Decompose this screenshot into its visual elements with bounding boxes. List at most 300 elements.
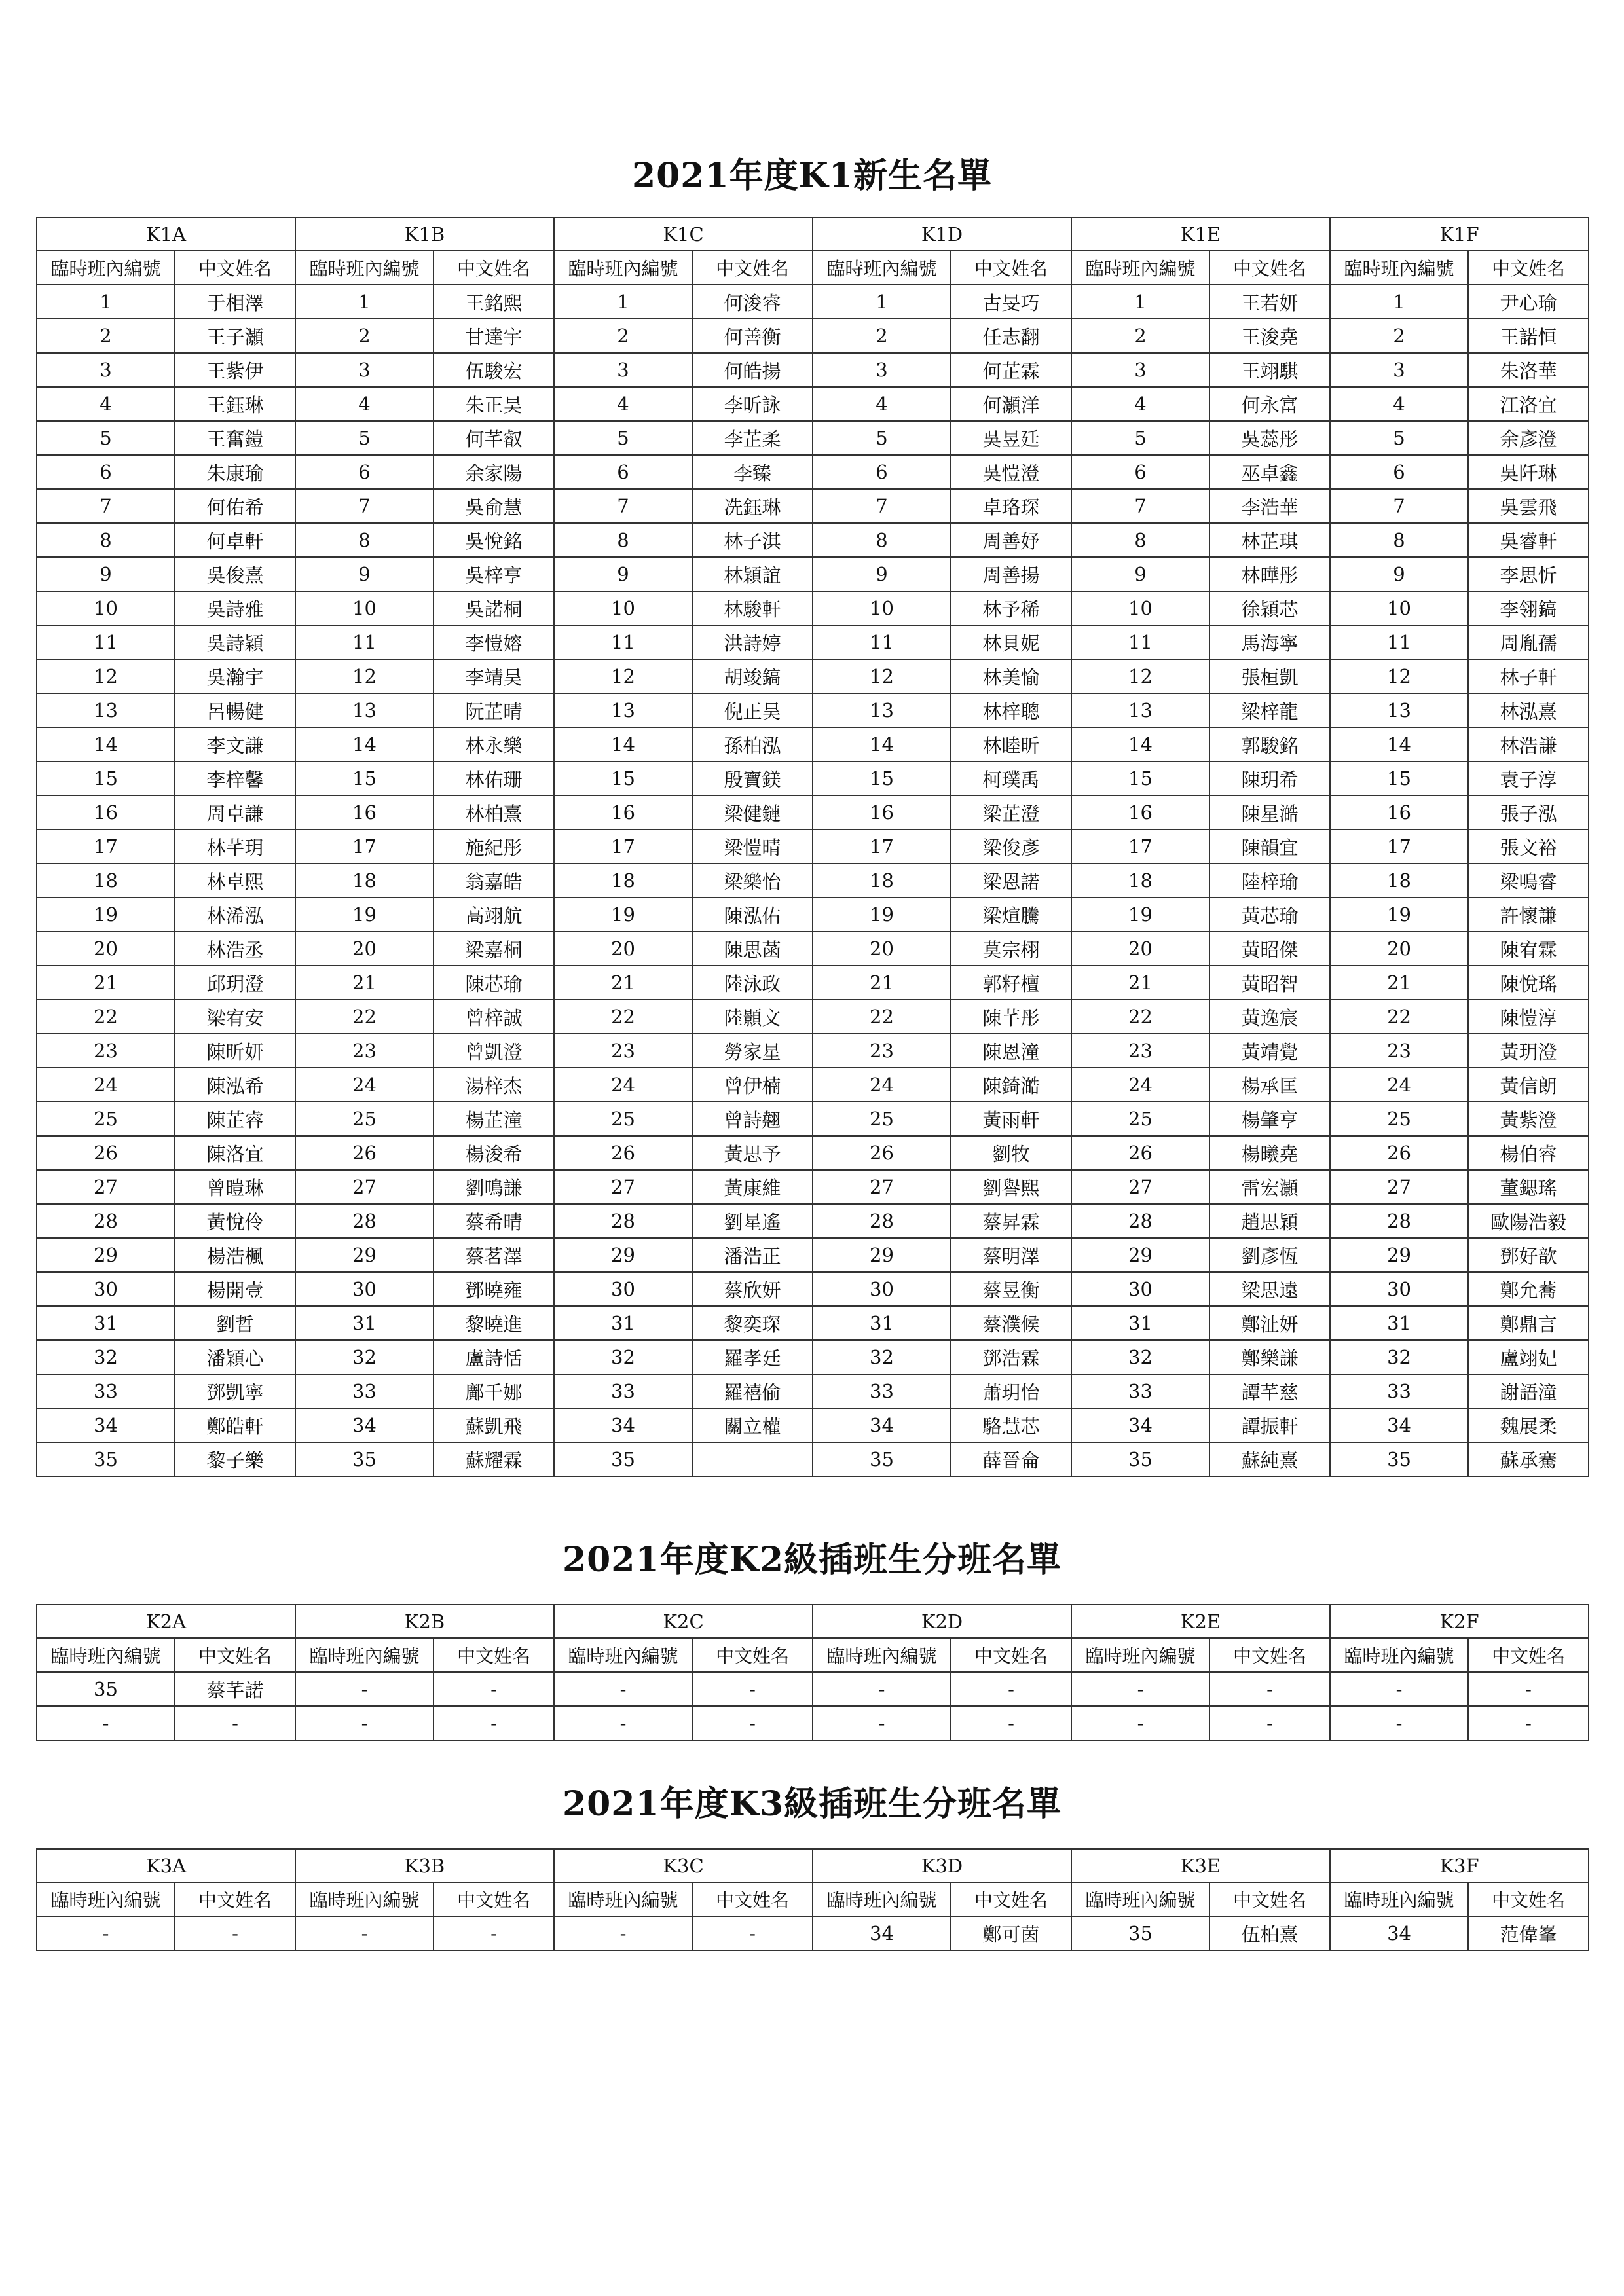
student-name-cell: 李翎鎬 [1468, 591, 1589, 625]
student-number-cell: 30 [1330, 1272, 1468, 1306]
student-name-cell: 黃康維 [692, 1170, 813, 1204]
student-number-cell: 17 [1330, 829, 1468, 864]
student-number-cell: 3 [295, 353, 434, 387]
student-name-cell: 林泓熹 [1468, 693, 1589, 727]
student-name-cell: 孫柏泓 [692, 727, 813, 761]
student-number-cell: 5 [37, 421, 175, 455]
student-number-cell: 10 [813, 591, 951, 625]
student-number-cell: - [1330, 1706, 1468, 1740]
student-number-cell: - [1071, 1706, 1209, 1740]
class-header: K3C [554, 1849, 813, 1882]
number-column-header: 臨時班內編號 [813, 251, 951, 285]
student-name-cell: 林美愉 [951, 659, 1071, 693]
student-number-cell: 35 [813, 1442, 951, 1476]
student-name-cell: 林駿軒 [692, 591, 813, 625]
student-name-cell: 梁梓龍 [1209, 693, 1330, 727]
name-column-header: 中文姓名 [692, 1638, 813, 1672]
student-number-cell: 22 [37, 1000, 175, 1034]
student-name-cell: 吳俞慧 [434, 489, 554, 523]
student-name-cell: 江洛宜 [1468, 387, 1589, 421]
student-number-cell: 10 [1071, 591, 1209, 625]
student-name-cell: 王銘熙 [434, 285, 554, 319]
student-name-cell: 吳愷澄 [951, 455, 1071, 489]
student-name-cell: 曾伊楠 [692, 1068, 813, 1102]
number-column-header: 臨時班內編號 [37, 251, 175, 285]
table-row [37, 864, 1589, 898]
number-column-header: 臨時班內編號 [37, 1638, 175, 1672]
student-number-cell: 17 [554, 829, 692, 864]
class-header-row [37, 217, 1589, 251]
student-name-cell: 王浚堯 [1209, 319, 1330, 353]
student-name-cell: 范偉峯 [1468, 1916, 1589, 1950]
student-name-cell: 林穎誼 [692, 557, 813, 591]
student-number-cell: 20 [554, 932, 692, 966]
student-number-cell: 12 [1330, 659, 1468, 693]
student-number-cell: 4 [295, 387, 434, 421]
student-number-cell: 15 [1071, 761, 1209, 795]
student-number-cell: 33 [554, 1374, 692, 1408]
student-name-cell: 林浠泓 [175, 898, 295, 932]
student-name-cell: 吳瀚宇 [175, 659, 295, 693]
student-name-cell: 張文裕 [1468, 829, 1589, 864]
student-number-cell: 19 [813, 898, 951, 932]
student-name-cell: 甘達宇 [434, 319, 554, 353]
student-number-cell: 9 [295, 557, 434, 591]
table-row [37, 1068, 1589, 1102]
student-name-cell: 潘浩正 [692, 1238, 813, 1272]
student-name-cell: 黃逸宸 [1209, 1000, 1330, 1034]
student-name-cell: 陸顥文 [692, 1000, 813, 1034]
student-name-cell: 朱正昊 [434, 387, 554, 421]
student-number-cell: 17 [1071, 829, 1209, 864]
name-column-header: 中文姓名 [951, 1638, 1071, 1672]
student-name-cell: 劉星遙 [692, 1204, 813, 1238]
student-name-cell: 吳昱廷 [951, 421, 1071, 455]
student-name-cell: 黃雨軒 [951, 1102, 1071, 1136]
student-name-cell: - [951, 1706, 1071, 1740]
student-name-cell: 何皓揚 [692, 353, 813, 387]
student-name-cell: 冼鈺琳 [692, 489, 813, 523]
student-name-cell: 陳玥希 [1209, 761, 1330, 795]
student-name-cell: 伍駿宏 [434, 353, 554, 387]
student-name-cell: 許懷謙 [1468, 898, 1589, 932]
student-number-cell: 11 [295, 625, 434, 659]
student-name-cell: 朱康瑜 [175, 455, 295, 489]
student-number-cell: 34 [37, 1408, 175, 1442]
class-header: K2A [37, 1605, 295, 1638]
student-name-cell: 何卓軒 [175, 523, 295, 557]
student-number-cell: 30 [295, 1272, 434, 1306]
student-name-cell: 梁健鏈 [692, 795, 813, 829]
class-header: K1B [295, 217, 554, 251]
student-number-cell: 31 [1071, 1306, 1209, 1340]
student-number-cell: 16 [295, 795, 434, 829]
student-name-cell: - [434, 1672, 554, 1706]
student-number-cell: 4 [1071, 387, 1209, 421]
class-header: K1F [1330, 217, 1589, 251]
student-number-cell: 35 [1071, 1442, 1209, 1476]
student-number-cell: - [813, 1672, 951, 1706]
student-name-cell: 譚振軒 [1209, 1408, 1330, 1442]
student-number-cell: 14 [554, 727, 692, 761]
class-header-row [37, 1605, 1589, 1638]
student-name-cell: 梁愷晴 [692, 829, 813, 864]
student-number-cell: 19 [295, 898, 434, 932]
student-number-cell: 28 [813, 1204, 951, 1238]
student-number-cell: 2 [295, 319, 434, 353]
student-number-cell: 20 [295, 932, 434, 966]
student-number-cell: 15 [554, 761, 692, 795]
student-number-cell: 1 [37, 285, 175, 319]
student-name-cell: 殷寶鎂 [692, 761, 813, 795]
student-name-cell: 余彥澄 [1468, 421, 1589, 455]
student-number-cell: 8 [1071, 523, 1209, 557]
student-number-cell: 28 [554, 1204, 692, 1238]
name-column-header: 中文姓名 [692, 1882, 813, 1916]
student-name-cell: 古旻巧 [951, 285, 1071, 319]
student-number-cell: 30 [813, 1272, 951, 1306]
name-column-header: 中文姓名 [175, 1882, 295, 1916]
student-number-cell: 15 [295, 761, 434, 795]
k3-roster-table [36, 1848, 1589, 1951]
student-number-cell: 4 [1330, 387, 1468, 421]
table-row [37, 319, 1589, 353]
student-name-cell: 袁子淳 [1468, 761, 1589, 795]
student-number-cell: 34 [1330, 1916, 1468, 1950]
student-name-cell: 蔡昱衡 [951, 1272, 1071, 1306]
student-name-cell: 趙思穎 [1209, 1204, 1330, 1238]
student-number-cell: - [1071, 1672, 1209, 1706]
student-number-cell: 24 [295, 1068, 434, 1102]
student-number-cell: 14 [1071, 727, 1209, 761]
student-name-cell: - [175, 1706, 295, 1740]
student-name-cell: 鄧浩霖 [951, 1340, 1071, 1374]
student-number-cell: 26 [295, 1136, 434, 1170]
student-name-cell: 鄭可茵 [951, 1916, 1071, 1950]
student-name-cell: 馬海寧 [1209, 625, 1330, 659]
student-number-cell: 26 [1330, 1136, 1468, 1170]
student-name-cell: 胡竣鎬 [692, 659, 813, 693]
table-row [37, 591, 1589, 625]
class-header: K2F [1330, 1605, 1589, 1638]
student-name-cell: 陸泳政 [692, 966, 813, 1000]
student-number-cell: 3 [37, 353, 175, 387]
class-header: K3E [1071, 1849, 1330, 1882]
student-name-cell: 楊承匡 [1209, 1068, 1330, 1102]
student-name-cell: 任志翻 [951, 319, 1071, 353]
student-name-cell: 吳詩穎 [175, 625, 295, 659]
student-name-cell: 黃芯瑜 [1209, 898, 1330, 932]
student-number-cell: 29 [1330, 1238, 1468, 1272]
student-number-cell: 18 [813, 864, 951, 898]
student-number-cell: - [295, 1706, 434, 1740]
student-number-cell: 30 [1071, 1272, 1209, 1306]
student-number-cell: 13 [554, 693, 692, 727]
student-name-cell: 湯梓杰 [434, 1068, 554, 1102]
student-number-cell: 1 [295, 285, 434, 319]
student-name-cell: 鄭皓軒 [175, 1408, 295, 1442]
student-number-cell: 8 [295, 523, 434, 557]
student-name-cell: 陳恩潼 [951, 1034, 1071, 1068]
student-name-cell: 曾凱澄 [434, 1034, 554, 1068]
number-column-header: 臨時班內編號 [813, 1638, 951, 1672]
student-name-cell: 王奮鎧 [175, 421, 295, 455]
student-name-cell: 盧詩恬 [434, 1340, 554, 1374]
student-number-cell: 12 [37, 659, 175, 693]
student-name-cell: 何浚睿 [692, 285, 813, 319]
student-name-cell: 楊肇亨 [1209, 1102, 1330, 1136]
student-number-cell: 1 [813, 285, 951, 319]
student-name-cell: 吳睿軒 [1468, 523, 1589, 557]
student-number-cell: 1 [1330, 285, 1468, 319]
student-number-cell: 14 [37, 727, 175, 761]
student-number-cell: 4 [813, 387, 951, 421]
student-name-cell: 周善妤 [951, 523, 1071, 557]
student-number-cell: 35 [1330, 1442, 1468, 1476]
student-number-cell: 3 [1330, 353, 1468, 387]
student-name-cell: - [434, 1916, 554, 1950]
student-name-cell: 黃思予 [692, 1136, 813, 1170]
student-number-cell: 33 [37, 1374, 175, 1408]
student-name-cell: 阮芷晴 [434, 693, 554, 727]
student-number-cell: 27 [1330, 1170, 1468, 1204]
student-number-cell: 25 [295, 1102, 434, 1136]
student-number-cell: 6 [37, 455, 175, 489]
student-number-cell: 21 [1071, 966, 1209, 1000]
student-name-cell: 倪正昊 [692, 693, 813, 727]
student-number-cell: 31 [813, 1306, 951, 1340]
student-name-cell: 吳俊熹 [175, 557, 295, 591]
student-name-cell: 尹心瑜 [1468, 285, 1589, 319]
student-number-cell: 31 [295, 1306, 434, 1340]
student-name-cell: 柯璞禹 [951, 761, 1071, 795]
student-name-cell: 林子軒 [1468, 659, 1589, 693]
student-number-cell: 21 [37, 966, 175, 1000]
table-row [37, 693, 1589, 727]
class-header-row [37, 1849, 1589, 1882]
student-name-cell: 林貝妮 [951, 625, 1071, 659]
student-number-cell: 19 [554, 898, 692, 932]
student-name-cell: 鄭沚妍 [1209, 1306, 1330, 1340]
student-number-cell: 34 [295, 1408, 434, 1442]
student-number-cell: 27 [554, 1170, 692, 1204]
number-column-header: 臨時班內編號 [1330, 1638, 1468, 1672]
student-number-cell: 20 [813, 932, 951, 966]
student-number-cell: 20 [1071, 932, 1209, 966]
student-number-cell: 23 [295, 1034, 434, 1068]
student-name-cell: 梁恩諾 [951, 864, 1071, 898]
student-name-cell: 何灝洋 [951, 387, 1071, 421]
class-header: K1A [37, 217, 295, 251]
student-name-cell: 蘇耀霖 [434, 1442, 554, 1476]
student-number-cell: 22 [1330, 1000, 1468, 1034]
student-name-cell: 林佑珊 [434, 761, 554, 795]
student-number-cell: - [37, 1706, 175, 1740]
student-number-cell: 15 [1330, 761, 1468, 795]
student-number-cell: 19 [37, 898, 175, 932]
student-number-cell: 5 [813, 421, 951, 455]
student-name-cell: 王諾恒 [1468, 319, 1589, 353]
student-name-cell: 楊浩楓 [175, 1238, 295, 1272]
student-name-cell: - [951, 1672, 1071, 1706]
student-name-cell: 王紫伊 [175, 353, 295, 387]
table-row [37, 898, 1589, 932]
student-name-cell: 蘇凱飛 [434, 1408, 554, 1442]
student-number-cell: 2 [1071, 319, 1209, 353]
table-row [37, 285, 1589, 319]
student-number-cell: 25 [813, 1102, 951, 1136]
student-number-cell: 29 [37, 1238, 175, 1272]
number-column-header: 臨時班內編號 [554, 1638, 692, 1672]
student-number-cell: 13 [813, 693, 951, 727]
student-name-cell: 林曄彤 [1209, 557, 1330, 591]
student-name-cell: 梁煊騰 [951, 898, 1071, 932]
student-number-cell: 10 [295, 591, 434, 625]
student-number-cell: 3 [554, 353, 692, 387]
student-name-cell: 譚芊慈 [1209, 1374, 1330, 1408]
student-number-cell: 22 [554, 1000, 692, 1034]
student-number-cell: 8 [813, 523, 951, 557]
student-name-cell: 鄧曉雍 [434, 1272, 554, 1306]
student-number-cell: 29 [1071, 1238, 1209, 1272]
student-name-cell: 陳愷淳 [1468, 1000, 1589, 1034]
table-row [37, 1706, 1589, 1740]
student-name-cell: 郭駿銘 [1209, 727, 1330, 761]
class-header: K3F [1330, 1849, 1589, 1882]
table-row [37, 1374, 1589, 1408]
student-number-cell: 13 [1071, 693, 1209, 727]
student-name-cell: 駱慧芯 [951, 1408, 1071, 1442]
student-name-cell: 林浩謙 [1468, 727, 1589, 761]
table-row [37, 1000, 1589, 1034]
student-name-cell: 李梓馨 [175, 761, 295, 795]
name-column-header: 中文姓名 [1468, 1638, 1589, 1672]
student-name-cell: - [692, 1672, 813, 1706]
student-number-cell: 12 [554, 659, 692, 693]
student-name-cell: 梁嘉桐 [434, 932, 554, 966]
student-name-cell: 曾梓誠 [434, 1000, 554, 1034]
name-column-header: 中文姓名 [951, 1882, 1071, 1916]
student-number-cell: 23 [1071, 1034, 1209, 1068]
student-name-cell: 吳雲飛 [1468, 489, 1589, 523]
student-name-cell: 吳悅銘 [434, 523, 554, 557]
student-number-cell: 35 [554, 1442, 692, 1476]
student-number-cell: 5 [1330, 421, 1468, 455]
number-column-header: 臨時班內編號 [554, 1882, 692, 1916]
student-name-cell: 莫宗栩 [951, 932, 1071, 966]
student-number-cell: 26 [1071, 1136, 1209, 1170]
student-name-cell: 林子淇 [692, 523, 813, 557]
student-number-cell: 28 [1071, 1204, 1209, 1238]
student-name-cell: 朱洛華 [1468, 353, 1589, 387]
student-number-cell: - [554, 1672, 692, 1706]
student-name-cell: 楊曦堯 [1209, 1136, 1330, 1170]
student-number-cell: 22 [813, 1000, 951, 1034]
student-number-cell: - [37, 1916, 175, 1950]
student-name-cell: - [1209, 1672, 1330, 1706]
student-name-cell: 黃昭智 [1209, 966, 1330, 1000]
student-number-cell: 4 [554, 387, 692, 421]
student-number-cell: 20 [37, 932, 175, 966]
table-row [37, 387, 1589, 421]
student-name-cell: 林柏熹 [434, 795, 554, 829]
student-name-cell: 呂暢健 [175, 693, 295, 727]
student-name-cell: 周善揚 [951, 557, 1071, 591]
student-name-cell: 何永富 [1209, 387, 1330, 421]
student-number-cell: 3 [1071, 353, 1209, 387]
student-number-cell: 31 [37, 1306, 175, 1340]
number-column-header: 臨時班內編號 [295, 251, 434, 285]
student-number-cell: 32 [813, 1340, 951, 1374]
student-name-cell: 李思忻 [1468, 557, 1589, 591]
student-name-cell: 陳思菡 [692, 932, 813, 966]
student-number-cell: 2 [37, 319, 175, 353]
table-row [37, 932, 1589, 966]
table-row [37, 659, 1589, 693]
table-row [37, 421, 1589, 455]
student-number-cell: 25 [1330, 1102, 1468, 1136]
student-name-cell: 陳芊彤 [951, 1000, 1071, 1034]
student-name-cell: 李愷嫆 [434, 625, 554, 659]
student-number-cell: 16 [37, 795, 175, 829]
name-column-header: 中文姓名 [1209, 251, 1330, 285]
student-number-cell: 11 [1330, 625, 1468, 659]
student-name-cell: 鄧好歆 [1468, 1238, 1589, 1272]
table-row [37, 489, 1589, 523]
student-name-cell: 黎子樂 [175, 1442, 295, 1476]
student-name-cell: 黎奕琛 [692, 1306, 813, 1340]
student-number-cell: 33 [813, 1374, 951, 1408]
student-name-cell: - [1468, 1706, 1589, 1740]
student-name-cell: 陳星澔 [1209, 795, 1330, 829]
student-number-cell: 10 [1330, 591, 1468, 625]
student-number-cell: 32 [1330, 1340, 1468, 1374]
student-number-cell: 35 [1071, 1916, 1209, 1950]
class-header: K2C [554, 1605, 813, 1638]
student-name-cell: 蔡昇霖 [951, 1204, 1071, 1238]
student-number-cell: 24 [1071, 1068, 1209, 1102]
k2-roster-table [36, 1604, 1589, 1741]
class-header: K3D [813, 1849, 1071, 1882]
student-name-cell: 周胤孺 [1468, 625, 1589, 659]
name-column-header: 中文姓名 [1468, 1882, 1589, 1916]
student-number-cell: 6 [295, 455, 434, 489]
student-name-cell: 伍柏熹 [1209, 1916, 1330, 1950]
student-name-cell: 蔡欣妍 [692, 1272, 813, 1306]
student-number-cell: 8 [554, 523, 692, 557]
student-name-cell: 蔡明澤 [951, 1238, 1071, 1272]
student-number-cell: 22 [295, 1000, 434, 1034]
student-name-cell: 蘇純熹 [1209, 1442, 1330, 1476]
student-name-cell: - [1209, 1706, 1330, 1740]
student-number-cell: 9 [1330, 557, 1468, 591]
name-column-header: 中文姓名 [434, 251, 554, 285]
student-name-cell: 卓珞琛 [951, 489, 1071, 523]
student-name-cell: 林永樂 [434, 727, 554, 761]
student-name-cell: 陳洛宜 [175, 1136, 295, 1170]
table-row [37, 1672, 1589, 1706]
student-number-cell: 34 [1330, 1408, 1468, 1442]
student-name-cell: 李浩華 [1209, 489, 1330, 523]
student-name-cell: 梁俊彥 [951, 829, 1071, 864]
student-number-cell: 22 [1071, 1000, 1209, 1034]
student-name-cell: 梁樂怡 [692, 864, 813, 898]
table-row [37, 1034, 1589, 1068]
class-header: K3B [295, 1849, 554, 1882]
student-number-cell: 6 [554, 455, 692, 489]
student-name-cell: 蔡芊諾 [175, 1672, 295, 1706]
student-number-cell: 19 [1330, 898, 1468, 932]
